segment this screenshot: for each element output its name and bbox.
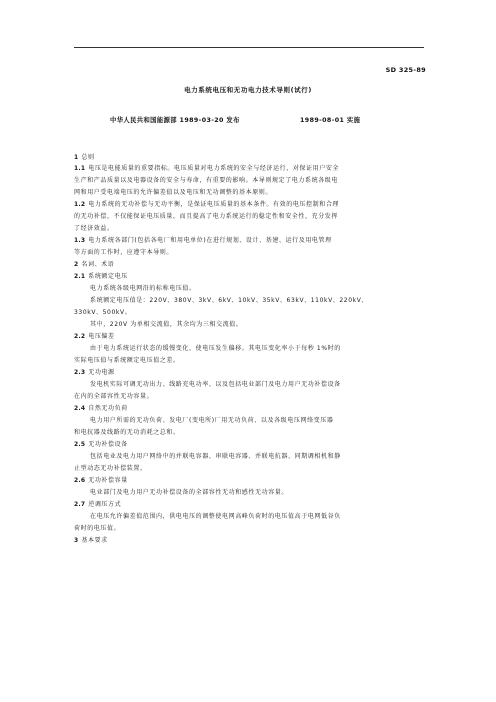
line-text: 生产和产品质量以及电器设备的安全与寿命，有重要的影响。本导则规定了电力系统各级电 bbox=[74, 177, 339, 184]
section-number: 2.7 bbox=[74, 501, 86, 508]
line-text: 止型动态无功补偿装置。 bbox=[74, 465, 147, 472]
section-number: 1 bbox=[74, 154, 79, 161]
body-text-line bbox=[74, 391, 153, 400]
line-text: 发电机实际可调无功出力、线路充电功率、以及包括电业部门及电力用户无功补偿设备 bbox=[90, 381, 341, 388]
section-number: 1.1 bbox=[74, 165, 86, 172]
line-text: 逆调压方式 bbox=[88, 501, 122, 508]
line-text: 自然无功负荷 bbox=[88, 405, 128, 412]
line-text: 无功补偿容量 bbox=[88, 477, 128, 484]
body-text-line bbox=[90, 295, 368, 304]
section-line bbox=[74, 331, 115, 340]
section-line bbox=[74, 403, 128, 412]
issue-info: 中华人民共和国能源部 1989-03-20 发布 bbox=[110, 117, 240, 124]
line-text: 电力系统各级电网沿的标称电压值。 bbox=[90, 285, 196, 292]
section-heading: 基本要求 bbox=[81, 537, 108, 544]
line-text: 电压偏差 bbox=[88, 333, 115, 340]
line-text: 系统额定电压 bbox=[88, 273, 128, 280]
body-text-line bbox=[90, 319, 242, 328]
section-number: 1.2 bbox=[74, 201, 86, 208]
body-text-line bbox=[90, 451, 341, 460]
body-text-line bbox=[74, 175, 338, 184]
line-text: 在内的全部容性无功容量。 bbox=[74, 393, 154, 400]
section-number: 2 bbox=[74, 261, 79, 268]
section-number: 2.4 bbox=[74, 405, 86, 412]
line-text: 电业部门及电力用户无功补偿设备的全部容性无功和感性无功容量。 bbox=[90, 489, 289, 496]
body-text-line bbox=[90, 379, 341, 388]
body-text-line bbox=[90, 487, 288, 496]
document-title: 电力系统电压和无功电力技术导则(试行) bbox=[184, 86, 312, 94]
body-text-line bbox=[74, 427, 180, 436]
section-number: 2.3 bbox=[74, 369, 86, 376]
line-text: 由于电力系统运行状态的缓慢变化，使电压发生偏移。其电压变化率小于每秒 1%时的 bbox=[90, 345, 341, 352]
section-line bbox=[74, 535, 108, 544]
section-line bbox=[74, 367, 115, 376]
section-number: 2.6 bbox=[74, 477, 86, 484]
line-text: 其中，220V 为单相交流值，其余均为三相交流值。 bbox=[90, 321, 243, 328]
section-line bbox=[74, 259, 114, 268]
section-line bbox=[74, 475, 128, 484]
section-line bbox=[74, 499, 121, 508]
body-text-line bbox=[74, 223, 114, 232]
section-line bbox=[74, 152, 95, 161]
header-rule bbox=[74, 47, 424, 48]
section-heading: 名词、术语 bbox=[81, 261, 115, 268]
line-text: 在电压允许偏差值范围内，供电电压的调整使电网高峰负荷时的电压值高于电网低谷负 bbox=[90, 513, 341, 520]
body-text-line bbox=[90, 283, 196, 292]
section-number: 2.2 bbox=[74, 333, 86, 340]
body-text-line bbox=[90, 511, 341, 520]
line-text: 等方面的工作时，应遵守本导则。 bbox=[74, 249, 174, 256]
line-text: 包括电业及电力用户网络中的并联电容器、串联电容器、并联电抗器、同期调相机和静 bbox=[90, 453, 341, 460]
section-number: 1.3 bbox=[74, 237, 86, 244]
body-text-line bbox=[74, 355, 180, 364]
line-text: 电力系统的无功补偿与无功平衡，是保证电压质量的基本条件。有效的电压控制和合理 bbox=[88, 201, 340, 208]
line-text: 电力系统各部门(包括各电厂和用电单位)在进行规划、设计、基建、运行及用电管理 bbox=[88, 237, 332, 244]
section-number: 2.5 bbox=[74, 441, 86, 448]
section-line bbox=[74, 235, 332, 244]
line-text: 实际电压值与系统额定电压值之差。 bbox=[74, 357, 180, 364]
line-text: 电力用户所需的无功负荷、发电厂(变电所)厂用无功负荷、以及各级电压网络变压器 bbox=[90, 417, 334, 424]
line-text: 荷时的电压值。 bbox=[74, 525, 121, 532]
section-line bbox=[74, 271, 128, 280]
section-line bbox=[74, 199, 339, 208]
section-line bbox=[74, 163, 339, 172]
section-number: 2.1 bbox=[74, 273, 86, 280]
line-text: 无功电源 bbox=[88, 369, 115, 376]
line-text: 了经济效益。 bbox=[74, 225, 114, 232]
body-text-line bbox=[90, 415, 333, 424]
section-line bbox=[74, 439, 128, 448]
body-text-line bbox=[74, 187, 272, 196]
document-code: SD 325-89 bbox=[385, 66, 426, 74]
body-text-line bbox=[74, 463, 147, 472]
effective-date: 1989-08-01 实施 bbox=[300, 117, 361, 124]
line-text: 和电抗器及线路的无功消耗之总和。 bbox=[74, 429, 180, 436]
body-text-line bbox=[74, 307, 131, 316]
section-number: 3 bbox=[74, 537, 79, 544]
line-text: 无功补偿设备 bbox=[88, 441, 128, 448]
body-text-line bbox=[74, 211, 338, 220]
line-text: 网和用户受电端电压的允许偏差值以及电压和无功调整的基本原则。 bbox=[74, 189, 273, 196]
line-text: 电压是电能质量的重要指标。电压质量对电力系统的安全与经济运行，对保证用户安全 bbox=[88, 165, 340, 172]
section-heading: 总则 bbox=[81, 154, 95, 161]
line-text: 的无功补偿，不仅能保证电压质量，而且提高了电力系统运行的稳定性和安全性，充分发挥 bbox=[74, 213, 339, 220]
body-text-line bbox=[90, 343, 341, 352]
line-text: 系统额定电压值是：220V、380V、3kV、6kV、10kV、35kV、63kV、110kV、220kV、 bbox=[90, 297, 369, 304]
body-text-line bbox=[74, 247, 173, 256]
body-text-line bbox=[74, 523, 120, 532]
line-text: 330kV、500kV。 bbox=[74, 309, 132, 316]
